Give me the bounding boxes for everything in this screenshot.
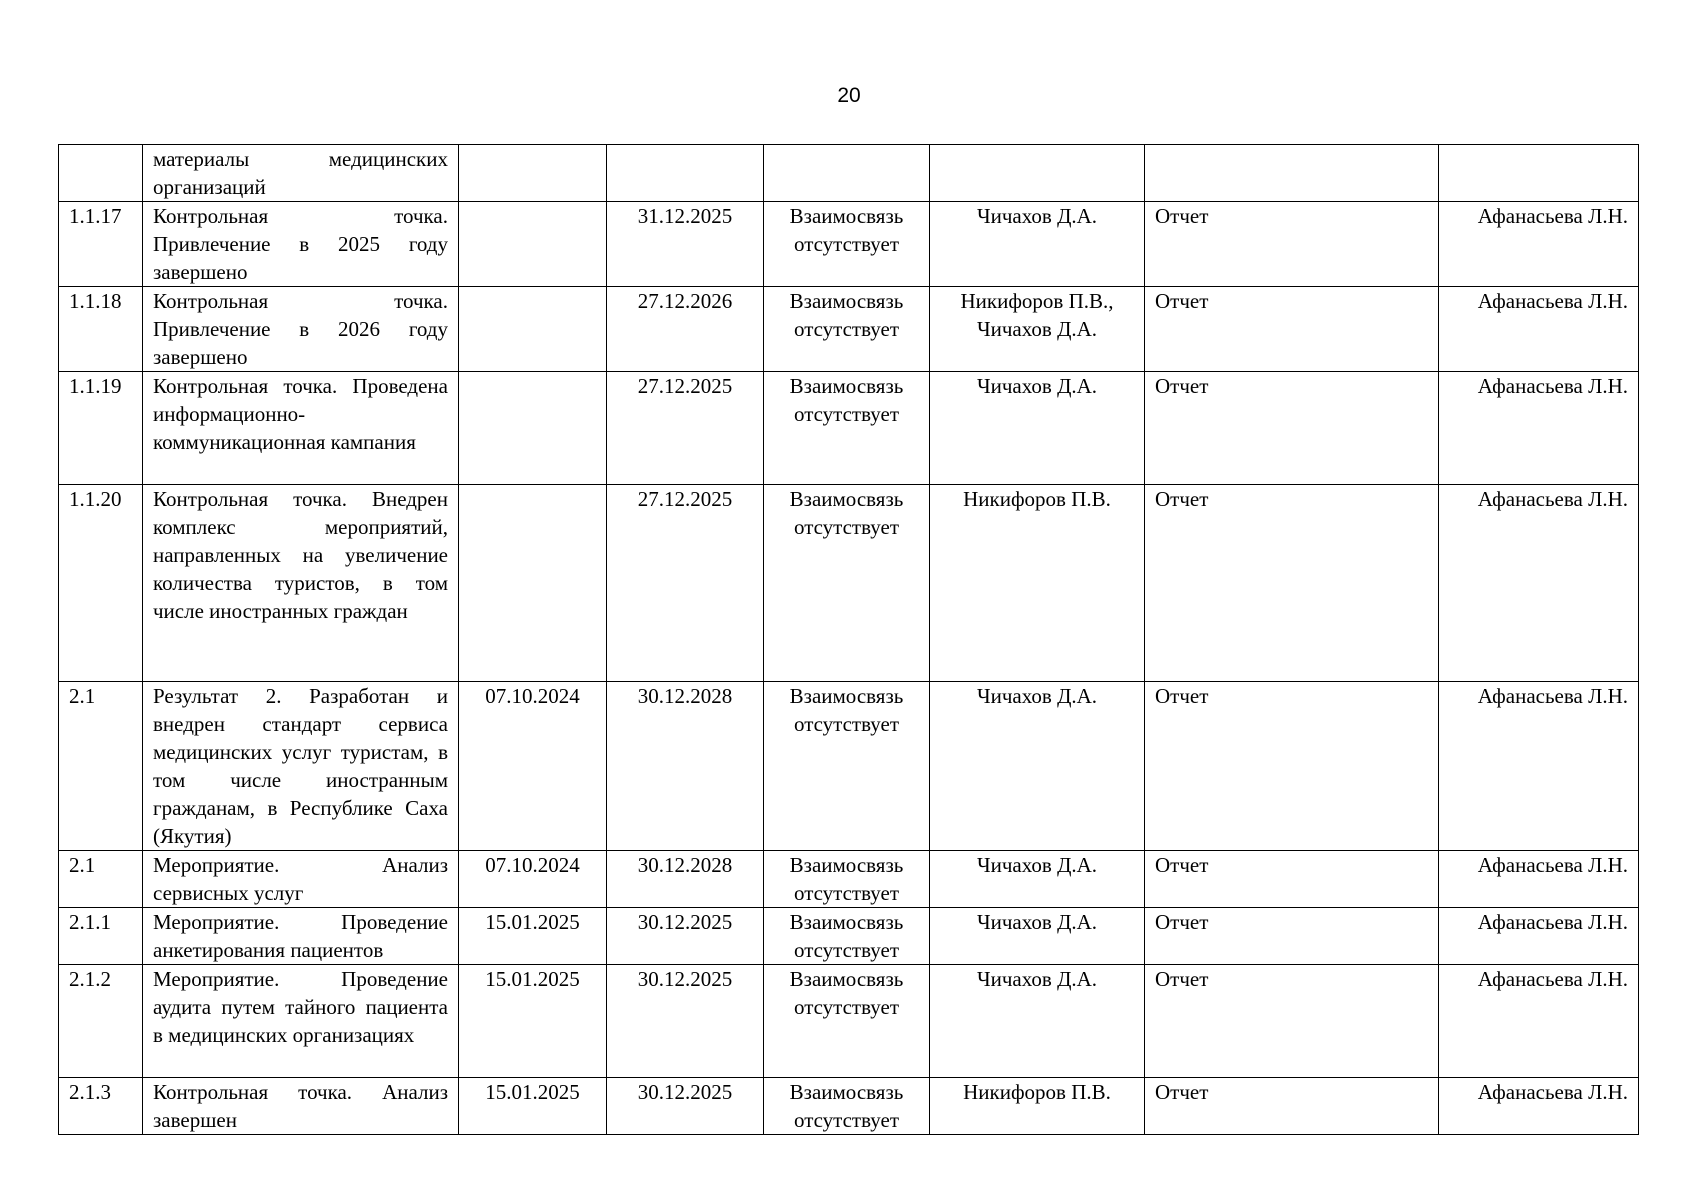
row-number: 2.1.3	[59, 1078, 143, 1135]
relationship: Взаимосвязь отсутствует	[764, 202, 930, 287]
controller-person: Афанасьева Л.Н.	[1439, 851, 1639, 908]
responsible-person: Чичахов Д.А.	[930, 682, 1145, 851]
table-row	[59, 372, 1639, 485]
row-title: Контрольная точка. Привлечение в 2026 году завершено	[143, 287, 459, 372]
end-date	[607, 145, 764, 202]
row-number	[59, 145, 143, 202]
start-date	[459, 145, 607, 202]
row-title: Контрольная точка. Привлечение в 2025 году завершено	[143, 202, 459, 287]
controller-person: Афанасьева Л.Н.	[1439, 908, 1639, 965]
end-date: 27.12.2025	[607, 485, 764, 682]
responsible-person: Никифоров П.В.	[930, 1078, 1145, 1135]
row-number: 1.1.20	[59, 485, 143, 682]
controller-person: Афанасьева Л.Н.	[1439, 1078, 1639, 1135]
start-date: 07.10.2024	[459, 682, 607, 851]
document-type: Отчет	[1145, 908, 1439, 965]
responsible-person: Чичахов Д.А.	[930, 908, 1145, 965]
start-date	[459, 202, 607, 287]
row-number: 1.1.18	[59, 287, 143, 372]
row-title: Контрольная точка. Внедрен комплекс мероприятий, направленных на увеличение количества туристов, в том числе иностранных граждан	[143, 485, 459, 682]
table-row	[59, 145, 1639, 202]
table-row	[59, 202, 1639, 287]
start-date: 07.10.2024	[459, 851, 607, 908]
document-type: Отчет	[1145, 485, 1439, 682]
row-number: 2.1	[59, 851, 143, 908]
responsible-person: Чичахов Д.А.	[930, 965, 1145, 1078]
responsible-person: Чичахов Д.А.	[930, 851, 1145, 908]
end-date: 27.12.2026	[607, 287, 764, 372]
document-type: Отчет	[1145, 851, 1439, 908]
row-title: Мероприятие. Анализ сервисных услуг	[143, 851, 459, 908]
responsible-person: Чичахов Д.А.	[930, 372, 1145, 485]
document-type: Отчет	[1145, 682, 1439, 851]
responsible-person: Никифоров П.В.	[930, 485, 1145, 682]
table-row	[59, 965, 1639, 1078]
page-number: 20	[837, 84, 861, 107]
controller-person	[1439, 145, 1639, 202]
relationship	[764, 145, 930, 202]
table-row	[59, 1078, 1639, 1135]
document-type: Отчет	[1145, 1078, 1439, 1135]
controller-person: Афанасьева Л.Н.	[1439, 965, 1639, 1078]
responsible-person: Чичахов Д.А.	[930, 202, 1145, 287]
responsible-person	[930, 145, 1145, 202]
row-title: Мероприятие. Проведение анкетирования пациентов	[143, 908, 459, 965]
start-date	[459, 287, 607, 372]
row-title: Контрольная точка. Проведена информационно-коммуникационная кампания	[143, 372, 459, 485]
document-type: Отчет	[1145, 965, 1439, 1078]
start-date	[459, 485, 607, 682]
row-number: 1.1.19	[59, 372, 143, 485]
start-date: 15.01.2025	[459, 908, 607, 965]
row-number: 2.1.2	[59, 965, 143, 1078]
end-date: 31.12.2025	[607, 202, 764, 287]
plan-table	[58, 144, 1639, 1135]
plan-table-body	[59, 145, 1639, 1135]
start-date: 15.01.2025	[459, 965, 607, 1078]
row-title: материалы медицинских организаций	[143, 145, 459, 202]
document-type	[1145, 145, 1439, 202]
controller-person: Афанасьева Л.Н.	[1439, 287, 1639, 372]
relationship: Взаимосвязь отсутствует	[764, 908, 930, 965]
document-type: Отчет	[1145, 202, 1439, 287]
table-row	[59, 485, 1639, 682]
row-number: 2.1.1	[59, 908, 143, 965]
relationship: Взаимосвязь отсутствует	[764, 851, 930, 908]
controller-person: Афанасьева Л.Н.	[1439, 372, 1639, 485]
relationship: Взаимосвязь отсутствует	[764, 485, 930, 682]
end-date: 30.12.2025	[607, 908, 764, 965]
table-row	[59, 851, 1639, 908]
end-date: 30.12.2028	[607, 682, 764, 851]
relationship: Взаимосвязь отсутствует	[764, 682, 930, 851]
relationship: Взаимосвязь отсутствует	[764, 1078, 930, 1135]
relationship: Взаимосвязь отсутствует	[764, 287, 930, 372]
row-title: Результат 2. Разработан и внедрен стандарт сервиса медицинских услуг туристам, в том числе иностранным гражданам, в Республике Саха (Якутия)	[143, 682, 459, 851]
table-row	[59, 287, 1639, 372]
relationship: Взаимосвязь отсутствует	[764, 372, 930, 485]
row-number: 1.1.17	[59, 202, 143, 287]
end-date: 27.12.2025	[607, 372, 764, 485]
row-number: 2.1	[59, 682, 143, 851]
row-title: Мероприятие. Проведение аудита путем тайного пациента в медицинских организациях	[143, 965, 459, 1078]
responsible-person: Никифоров П.В., Чичахов Д.А.	[930, 287, 1145, 372]
controller-person: Афанасьева Л.Н.	[1439, 202, 1639, 287]
end-date: 30.12.2028	[607, 851, 764, 908]
end-date: 30.12.2025	[607, 965, 764, 1078]
document-type: Отчет	[1145, 372, 1439, 485]
controller-person: Афанасьева Л.Н.	[1439, 682, 1639, 851]
relationship: Взаимосвязь отсутствует	[764, 965, 930, 1078]
end-date: 30.12.2025	[607, 1078, 764, 1135]
table-row	[59, 908, 1639, 965]
table-row	[59, 682, 1639, 851]
document-type: Отчет	[1145, 287, 1439, 372]
row-title: Контрольная точка. Анализ завершен	[143, 1078, 459, 1135]
start-date: 15.01.2025	[459, 1078, 607, 1135]
start-date	[459, 372, 607, 485]
controller-person: Афанасьева Л.Н.	[1439, 485, 1639, 682]
